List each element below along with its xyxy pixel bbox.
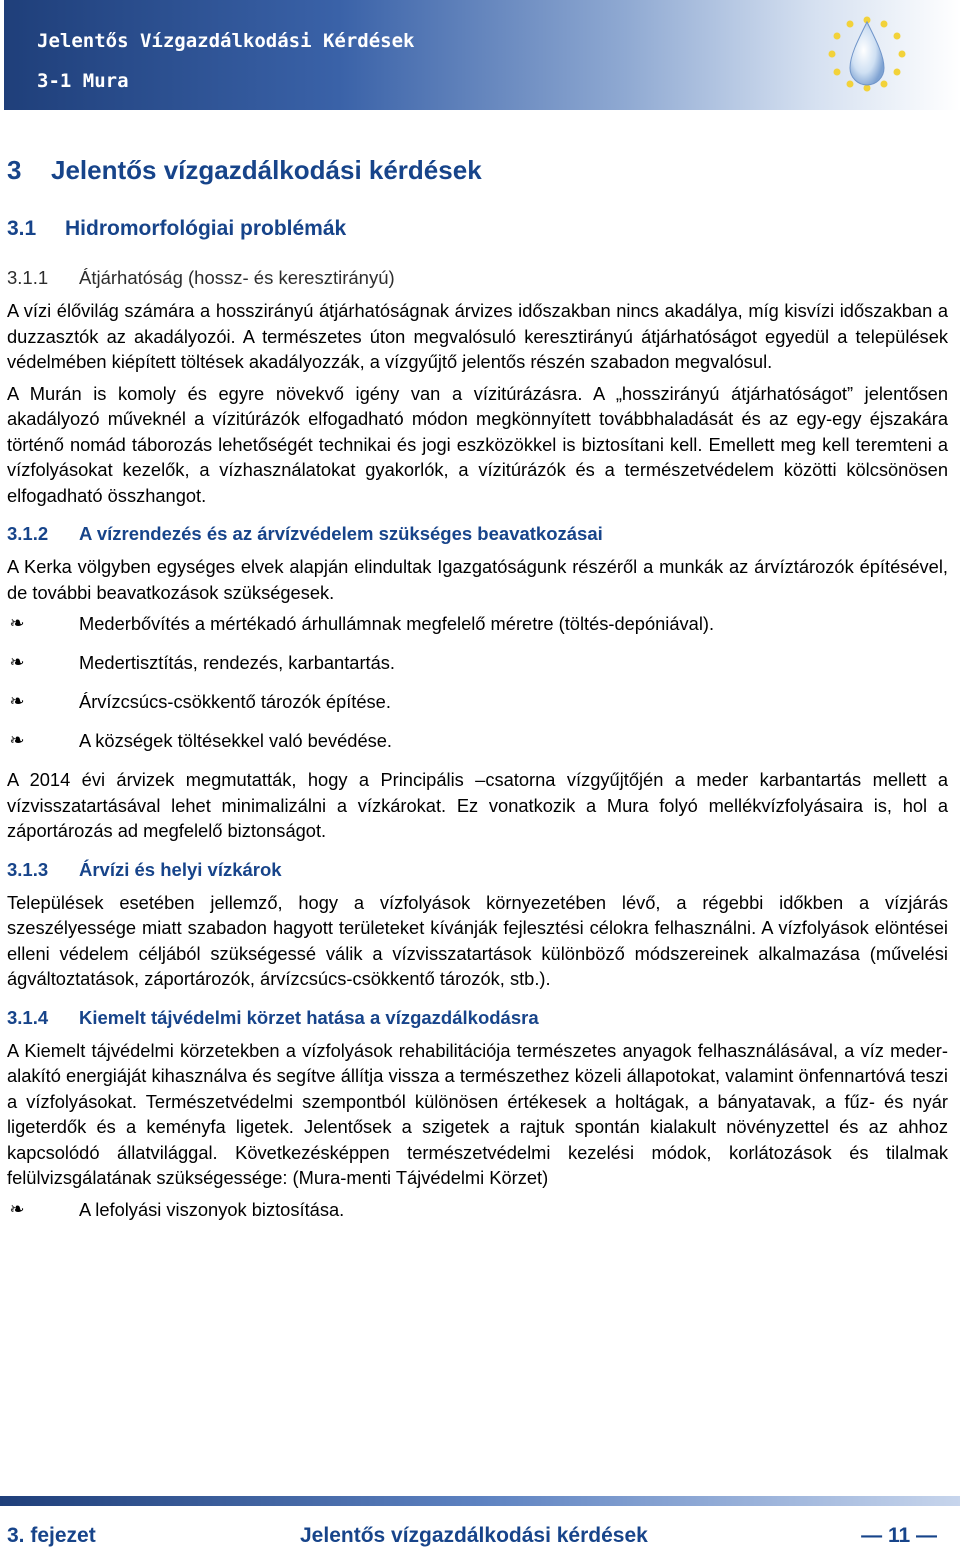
document-body [7, 150, 948, 1236]
heading-3-1-2-number: 3.1.2 [7, 523, 49, 544]
bullet-icon: ❧ [9, 1198, 25, 1219]
heading-3-1-3-number: 3.1.3 [7, 858, 49, 880]
eu-water-drop-logo [812, 8, 922, 108]
header-subtitle: 3-1 Mura [37, 70, 129, 92]
paragraph-3-1-4-a: A Kiemelt tájvédelmi körzetekben a vízfolyások rehabilitációja természetes anyagok felhasználásával, a víz meder-alakító energiáját kihasználva és segítve állítja vissza a természethez közeli állapotokat, valamint önfennartóvá teszi a vízfolyásokat. Természetvédelmi szempontból különösen értékesek a holtágak, a bányatavak, a fűz- és nyár ligeterdők és a keményfa ligetek. Jelentősek a szigetek a rajtuk spontán kialakult növényzettel és az ahhoz kapcsolódó állatvilággal. Következésképpen természetvédelmi kezelési módok, korlátozások és tilalmak felülvizsgálatának szükségessége: (Mura-menti Tájvédelmi Körzet) [7, 1039, 948, 1188]
bullet-icon: ❧ [9, 730, 25, 750]
list-item [7, 611, 948, 636]
subsection-number: 3.1 [7, 217, 37, 240]
bullet-icon: ❧ [9, 613, 25, 633]
header-title: Jelentős Vízgazdálkodási Kérdések [37, 30, 415, 52]
subsection-heading [7, 212, 948, 250]
heading-3-1-4-number: 3.1.4 [7, 1006, 49, 1028]
bullet-icon: ❧ [9, 691, 25, 711]
list-item [7, 1197, 948, 1222]
page-number: — 11 — [861, 1524, 937, 1547]
paragraph-3-1-1-b: A Murán is komoly és egyre növekvő igény van a vízitúrázásra. A „hosszirányú átjárhatóságot” jelentősen akadályozó műveknél a vízitúrázók elfogadható módon megkönnyített továbbhaladását és az egy-egy éjszakára történő nomád táborozás lehetőségét technikai és jogi eszközökkel is biztosítani kell. Emellett meg kell teremteni a vízfolyásokat kezelők, a vízhasználatokat gyakorlók, a vízitúrázók és a természetvédelem közötti kölcsönösen elfogadható összhangot. [7, 382, 948, 506]
section-number: 3 [7, 155, 22, 185]
footer-divider [0, 1496, 960, 1506]
footer-title: Jelentős vízgazdálkodási kérdések [300, 1524, 648, 1547]
paragraph-3-1-2-b: A 2014 évi árvizek megmutatták, hogy a Principális –csatorna vízgyűjtőjén a meder karbantartás mellett a vízvisszatartásával lehet minimalizálni a vízkárokat. Ez vonatkozik a Mura folyó mellékvízfolyásaira is, hol a záportározás ad megfelelő biztonságot. [7, 769, 948, 841]
protection-list [7, 1197, 948, 1222]
list-item-text: A lefolyási viszonyok biztosítása. [79, 1198, 345, 1220]
heading-3-1-1 [7, 266, 948, 290]
subsection-title: Hidromorfológiai problémák [65, 217, 347, 240]
list-item [7, 689, 948, 714]
list-item [7, 728, 948, 753]
paragraph-3-1-1-a: A vízi élővilág számára a hosszirányú átjárhatóságnak árvizes időszakban nincs akadálya, míg kisvízi időszakban a duzzasztók az akadályozói. A természetes úton megvalósuló keresztirányú átjárhatóságot egyedül a települések védelmében kiépített töltések akadályozzák, a vízgyűjtő jelentős részén szabadon megvalósul. [7, 300, 948, 372]
list-item-text: Medertisztítás, rendezés, karbantartás. [79, 652, 396, 673]
heading-3-1-4 [7, 1006, 948, 1030]
paragraph-3-1-2-a: A Kerka völgyben egységes elvek alapján elindultak Igazgatóságunk részéről a munkák az árvíztározók építésével, de további beavatkozások szükségesek. [7, 556, 948, 603]
paragraph-3-1-3-a: Települések esetében jellemző, hogy a vízfolyások környezetében lévő, a régebbi időkben a vízjárás szeszélyessége miatt szabadon hagyott területeket kívánják fejlesztési célokra felhasználni. A vízfolyások elöntései elleni védelem céljából szükségessé válik a vízvisszatartások különböző módszereinek alkalmazása (művelési ágváltoztatások, záportározók, árvízcsúcs-csökkentő tározók, stb.). [7, 891, 948, 989]
bullet-icon: ❧ [9, 652, 25, 672]
list-item-text: Árvízcsúcs-csökkentő tározók építése. [79, 691, 391, 712]
heading-3-1-3 [7, 858, 948, 882]
list-item-text: A községek töltésekkel való bevédése. [79, 730, 393, 751]
list-item-text: Mederbővítés a mértékadó árhullámnak megfelelő méretre (töltés-depóniával). [79, 613, 715, 634]
heading-3-1-3-title: Árvízi és helyi vízkárok [79, 858, 282, 880]
header-band [4, 0, 960, 110]
heading-3-1-1-number: 3.1.1 [7, 267, 49, 288]
list-item [7, 650, 948, 675]
heading-3-1-2 [7, 522, 948, 546]
heading-3-1-4-title: Kiemelt tájvédelmi körzet hatása a vízgazdálkodásra [79, 1006, 539, 1028]
page-footer [7, 1520, 937, 1550]
footer-chapter: 3. fejezet [7, 1524, 96, 1547]
measures-list [7, 611, 948, 753]
heading-3-1-2-title: A vízrendezés és az árvízvédelem szükséges beavatkozásai [79, 523, 603, 544]
section-title: Jelentős vízgazdálkodási kérdések [51, 155, 482, 185]
heading-3-1-1-title: Átjárhatóság (hossz- és keresztirányú) [79, 267, 395, 288]
section-heading [7, 150, 948, 196]
